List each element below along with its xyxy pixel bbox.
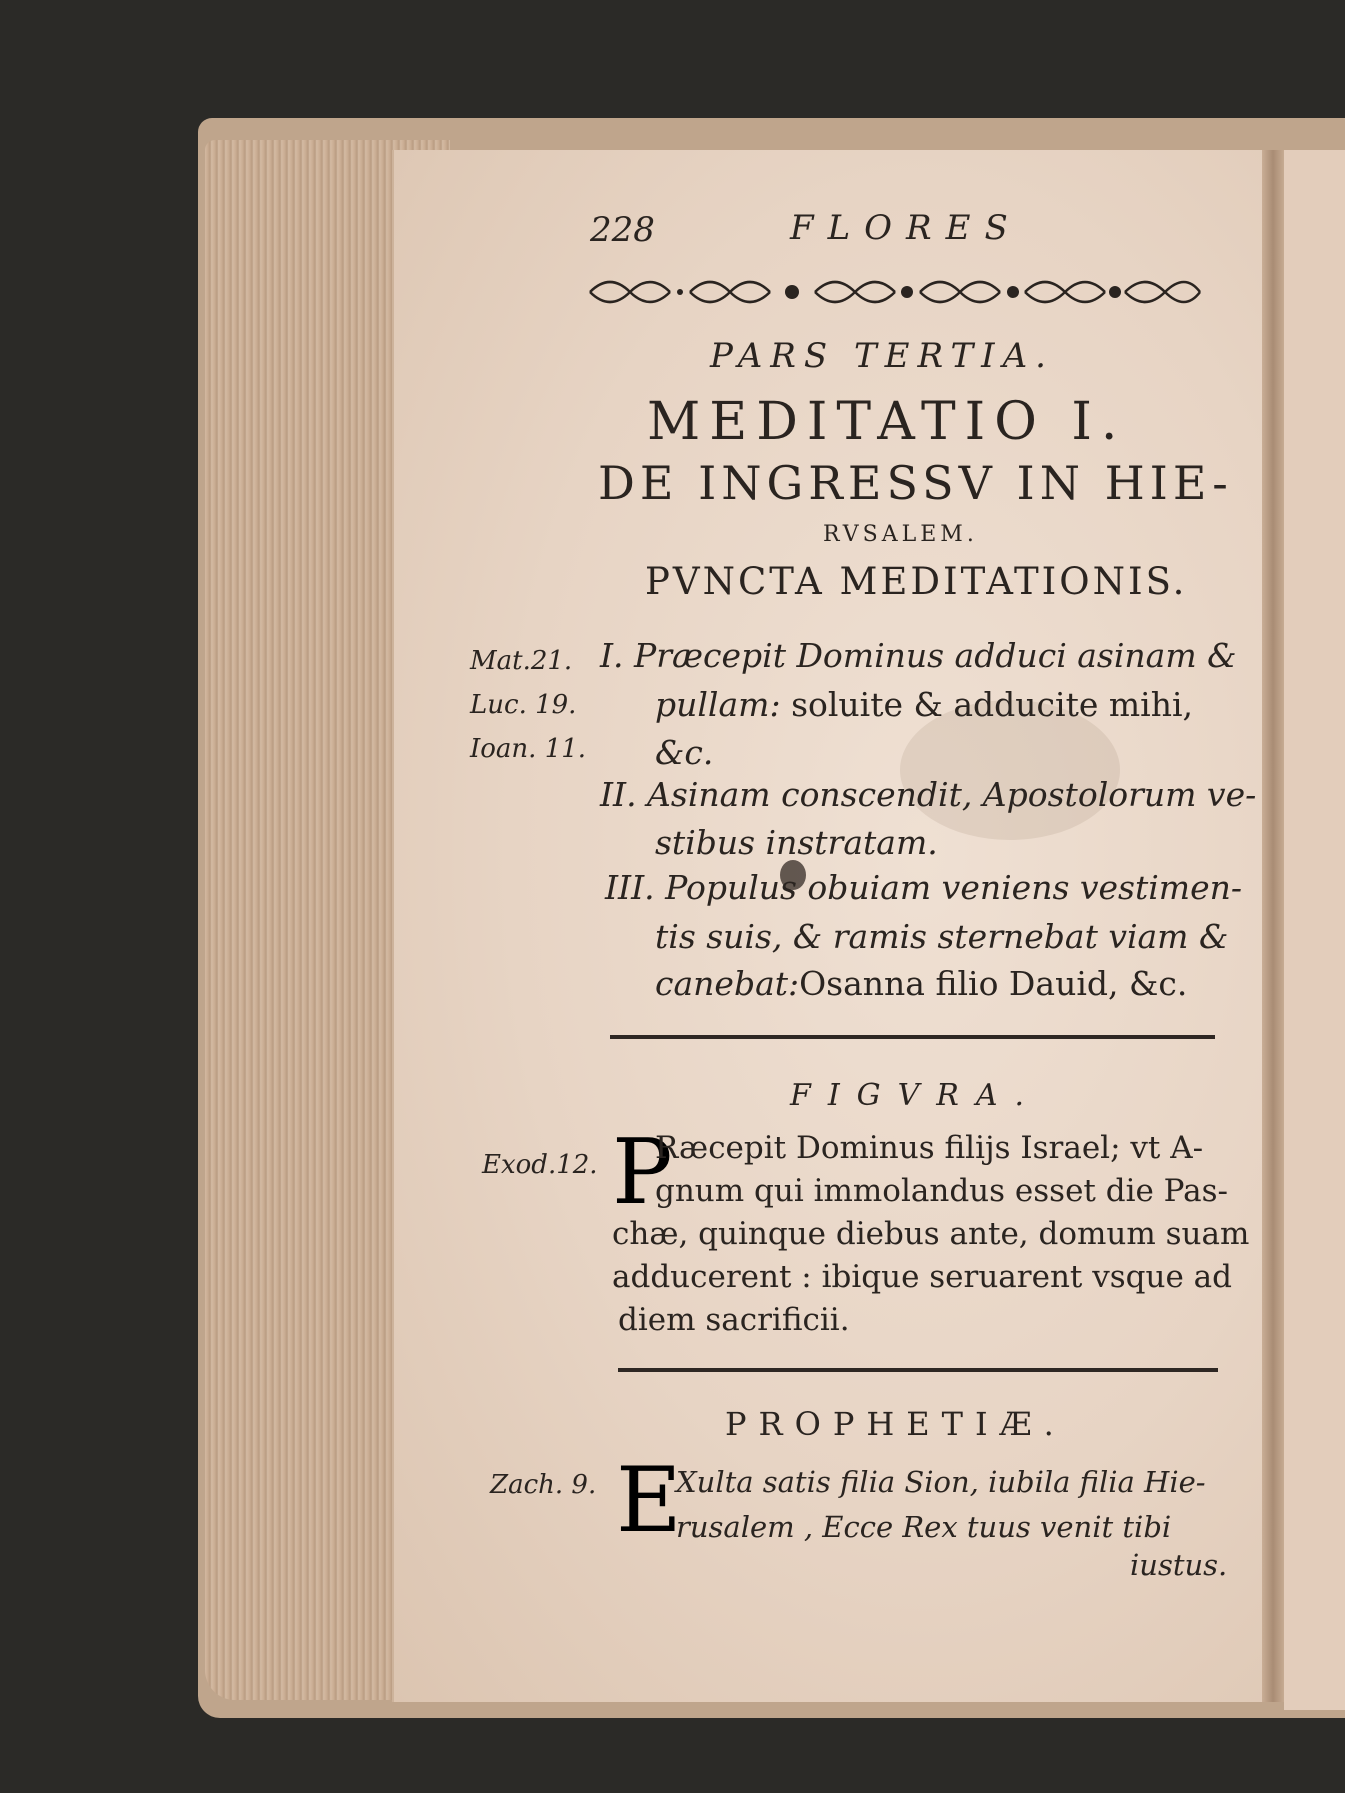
- ornament-band: [585, 270, 1205, 314]
- page-number: 228: [590, 210, 655, 250]
- points-heading: PVNCTA MEDITATIONIS.: [645, 560, 1188, 603]
- point-2-line1: II. Asinam conscendit, Apostolorum ve-: [600, 775, 1257, 814]
- point-1-line2-roman: soluite & adducite mihi,: [780, 685, 1194, 724]
- prophetiae-line1: Xulta satis filia Sion, iubila filia Hie-: [676, 1465, 1206, 1499]
- point-3-line2: tis suis, & ramis sternebat viam &: [655, 917, 1229, 956]
- point-3-line3-roman: Osanna filio Dauid, &c.: [799, 964, 1188, 1003]
- margin-ref: Mat.21.: [470, 646, 573, 676]
- figura-line5: diem sacrificii.: [618, 1302, 850, 1338]
- point-1-line1: I. Præcepit Dominus adduci asinam &: [600, 636, 1237, 675]
- drop-cap: E: [616, 1448, 682, 1553]
- meditation-heading: MEDITATIO I.: [647, 392, 1127, 452]
- figura-heading: FIGVRA.: [790, 1078, 1042, 1113]
- point-1-line2-italic: pullam:: [655, 685, 781, 724]
- margin-ref: Ioan. 11.: [470, 734, 587, 764]
- point-2-line2: stibus instratam.: [655, 823, 938, 862]
- facing-page-edge: [1284, 150, 1345, 1710]
- meditation-title-line1: DE INGRESSV IN HIE-: [598, 456, 1233, 510]
- divider-rule: [610, 1035, 1215, 1039]
- point-3-line1: III. Populus obuiam veniens vestimen-: [605, 868, 1243, 907]
- meditation-title-line2: RVSALEM.: [823, 522, 978, 547]
- point-1-line2: [655, 685, 1193, 724]
- divider-rule: [618, 1368, 1218, 1372]
- figura-line4: adducerent : ibique seruarent vsque ad: [612, 1259, 1232, 1295]
- point-3-line3: [655, 964, 1187, 1003]
- figura-line2: gnum qui immolandus esset die Pas-: [655, 1173, 1229, 1209]
- page-gutter: [1262, 150, 1284, 1702]
- margin-ref: Luc. 19.: [470, 690, 577, 720]
- prophetiae-heading: PROPHETIÆ.: [725, 1405, 1066, 1443]
- point-1-line3: &c.: [655, 733, 714, 772]
- prophetiae-line3: iustus.: [1130, 1548, 1228, 1582]
- point-3-line3-italic: canebat:: [655, 964, 800, 1003]
- prophetiae-line2: rusalem , Ecce Rex tuus venit tibi: [676, 1510, 1172, 1544]
- margin-ref: Exod.12.: [482, 1150, 598, 1180]
- margin-ref: Zach. 9.: [490, 1470, 597, 1500]
- drop-cap: P: [612, 1120, 673, 1225]
- figura-line3: chæ, quinque diebus ante, domum suam: [612, 1216, 1250, 1252]
- part-heading: PARS TERTIA.: [710, 336, 1054, 376]
- figura-line1: Ræcepit Dominus filijs Israel; vt A-: [655, 1130, 1204, 1166]
- running-title: FLORES: [790, 208, 1022, 248]
